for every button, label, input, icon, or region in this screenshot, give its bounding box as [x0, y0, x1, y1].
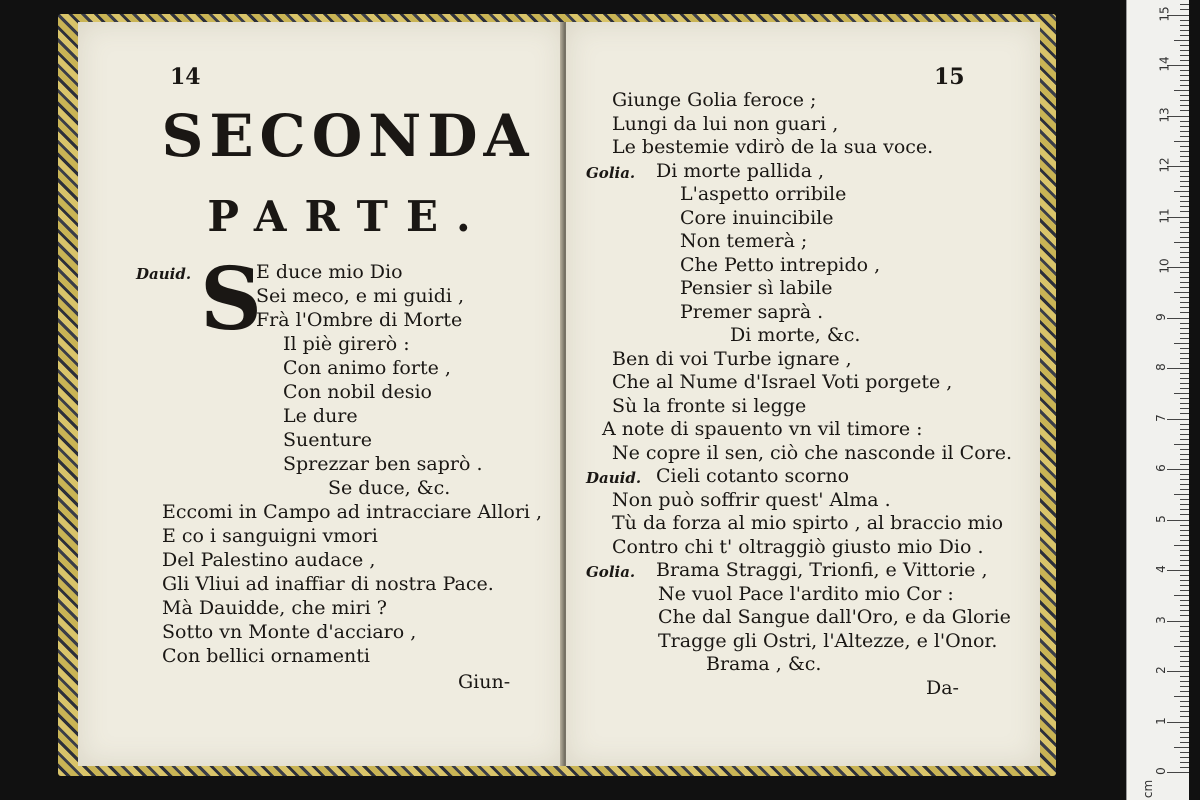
page-title: SECONDA: [161, 102, 535, 170]
ruler-tick: [1180, 75, 1189, 76]
ruler-tick: [1180, 550, 1189, 551]
ruler-tick: [1180, 35, 1189, 36]
ruler-tick: [1180, 105, 1189, 106]
ruler-tick: [1180, 20, 1189, 21]
ruler-tick: [1180, 80, 1189, 81]
text-line: Tù da forza al mio spirto , al braccio mio: [612, 512, 1004, 534]
ruler-tick: [1180, 30, 1189, 31]
text-line: L'aspetto orribile: [680, 183, 847, 205]
ruler-tick: [1167, 520, 1189, 521]
ruler-tick: [1180, 429, 1189, 430]
ruler-tick: [1180, 691, 1189, 692]
text-line: Cieli cotanto scorno: [656, 465, 850, 487]
ruler-tick: [1180, 328, 1189, 329]
ruler-tick: [1180, 338, 1189, 339]
ruler-tick: [1180, 585, 1189, 586]
ruler-tick: [1174, 545, 1189, 546]
text-line: Ben di voi Turbe ignare ,: [612, 347, 852, 370]
ruler-tick: [1180, 590, 1189, 591]
text-line: Con bellici ornamenti: [162, 645, 370, 667]
ruler-tick: [1174, 696, 1189, 697]
ruler-tick: [1174, 494, 1189, 495]
ruler-tick: [1180, 605, 1189, 606]
text-line: Brama , &c.: [706, 653, 822, 675]
ruler-tick: [1180, 459, 1189, 460]
text-line: Di morte, &c.: [730, 324, 861, 346]
ruler-tick: [1180, 232, 1189, 233]
ruler-unit: cm: [1141, 779, 1156, 799]
ruler-tick: [1180, 464, 1189, 465]
text-line: Che al Nume d'Israel Voti porgete ,: [612, 371, 953, 393]
ruler-tick: [1180, 711, 1189, 712]
ruler-tick: [1180, 610, 1189, 611]
ruler-tick: [1180, 580, 1189, 581]
ruler-tick: [1180, 227, 1189, 228]
ruler-tick: [1180, 439, 1189, 440]
ruler-tick: [1180, 247, 1189, 248]
ruler-label: 4: [1153, 565, 1168, 573]
text-line: Sprezzar ben saprò .: [283, 453, 483, 475]
ruler-tick: [1180, 70, 1189, 71]
ruler-tick: [1180, 540, 1189, 541]
text-line: Giun-: [458, 671, 511, 693]
text-line: Con animo forte ,: [283, 357, 451, 379]
ruler-tick: [1180, 575, 1189, 576]
text-line: Gli Vliui ad inaffiar di nostra Pace.: [162, 573, 494, 595]
text-line: Ne vuol Pace l'ardito mio Cor :: [658, 582, 954, 605]
ruler-tick: [1180, 403, 1189, 404]
ruler-tick: [1180, 535, 1189, 536]
ruler-tick: [1180, 126, 1189, 127]
ruler-tick: [1180, 701, 1189, 702]
ruler-tick: [1180, 530, 1189, 531]
ruler-tick: [1174, 40, 1189, 41]
ruler-tick: [1180, 146, 1189, 147]
text-line: Pensier sì labile: [680, 277, 833, 299]
ruler-tick: [1180, 752, 1189, 753]
text-line: Se duce, &c.: [328, 477, 451, 499]
ruler-tick: [1180, 525, 1189, 526]
ruler-tick: [1167, 621, 1189, 622]
ruler-tick: [1180, 9, 1189, 10]
ruler-tick: [1180, 408, 1189, 409]
ruler-tick: [1167, 722, 1189, 723]
ruler-label: 2: [1153, 666, 1168, 674]
ruler-tick: [1167, 318, 1189, 319]
text-line: Del Palestino audace ,: [162, 549, 376, 571]
text-line: A note di spauento vn vil timore :: [602, 418, 923, 440]
drop-cap: S: [200, 249, 263, 350]
ruler-tick: [1180, 600, 1189, 601]
ruler-tick: [1180, 641, 1189, 642]
ruler-tick: [1180, 636, 1189, 637]
text-line: Lungi da lui non guari ,: [612, 112, 839, 135]
text-line: E duce mio Dio: [256, 261, 403, 283]
ruler-tick: [1180, 186, 1189, 187]
ruler-tick: [1180, 55, 1189, 56]
ruler-tick: [1174, 343, 1189, 344]
ruler-tick: [1180, 262, 1189, 263]
ruler-tick: [1180, 656, 1189, 657]
page-number-left: 14: [170, 64, 201, 90]
ruler-tick: [1180, 211, 1189, 212]
ruler-tick: [1167, 368, 1189, 369]
ruler-tick: [1174, 90, 1189, 91]
ruler-tick: [1180, 626, 1189, 627]
text-line: Contro chi t' oltraggiò giusto mio Dio .: [612, 535, 984, 558]
ruler-tick: [1180, 742, 1189, 743]
ruler-tick: [1174, 242, 1189, 243]
ruler-tick: [1180, 767, 1189, 768]
ruler-tick: [1180, 413, 1189, 414]
ruler-tick: [1180, 661, 1189, 662]
speaker-label: Dauid.: [136, 265, 192, 283]
ruler-tick: [1180, 222, 1189, 223]
ruler-tick: [1180, 156, 1189, 157]
ruler-tick: [1180, 50, 1189, 51]
ruler-tick: [1180, 171, 1189, 172]
speaker-label: Golia.: [586, 163, 636, 182]
ruler-tick: [1180, 631, 1189, 632]
ruler-tick: [1174, 444, 1189, 445]
ruler-tick: [1180, 302, 1189, 303]
right-page: [566, 22, 1040, 766]
text-line: Le dure: [283, 405, 358, 427]
text-line: Brama Straggi, Trionfi, e Vittorie ,: [656, 559, 988, 581]
ruler-tick: [1180, 514, 1189, 515]
ruler-tick: [1180, 45, 1189, 46]
text-line: Non temerà ;: [680, 230, 808, 252]
ruler-tick: [1174, 595, 1189, 596]
ruler-tick: [1174, 191, 1189, 192]
ruler-label: 6: [1153, 464, 1168, 472]
ruler-tick: [1180, 565, 1189, 566]
ruler-tick: [1174, 747, 1189, 748]
ruler-tick: [1180, 434, 1189, 435]
ruler-tick: [1180, 333, 1189, 334]
text-line: Core inuincibile: [680, 206, 834, 229]
ruler-tick: [1180, 353, 1189, 354]
ruler-tick: [1180, 95, 1189, 96]
ruler-tick: [1180, 181, 1189, 182]
ruler-tick: [1180, 757, 1189, 758]
ruler-label: 0: [1153, 767, 1168, 775]
text-line: Con nobil desio: [283, 381, 432, 403]
ruler-tick: [1180, 737, 1189, 738]
ruler-tick: [1180, 161, 1189, 162]
text-line: Le bestemie vdirò de la sua voce.: [612, 136, 934, 158]
text-line: Mà Dauidde, che miri ?: [162, 597, 387, 619]
ruler-tick: [1167, 671, 1189, 672]
ruler-tick: [1180, 272, 1189, 273]
ruler-tick: [1180, 4, 1189, 5]
ruler-tick: [1180, 686, 1189, 687]
ruler-tick: [1180, 151, 1189, 152]
ruler-tick: [1180, 499, 1189, 500]
ruler-label: 1: [1153, 716, 1168, 725]
ruler-tick: [1167, 570, 1189, 571]
ruler-tick: [1180, 176, 1189, 177]
ruler-tick: [1180, 424, 1189, 425]
ruler-label: 8: [1153, 363, 1168, 371]
left-page: [78, 22, 564, 766]
ruler-tick: [1180, 504, 1189, 505]
text-line: Da-: [926, 676, 959, 699]
page-number-right: 15: [934, 64, 965, 90]
ruler-tick: [1180, 732, 1189, 733]
ruler-label: 11: [1157, 207, 1172, 224]
ruler-tick: [1180, 454, 1189, 455]
ruler-tick: [1180, 358, 1189, 359]
ruler-tick: [1180, 388, 1189, 389]
text-line: Sotto vn Monte d'acciaro ,: [162, 621, 417, 643]
ruler-tick: [1180, 85, 1189, 86]
ruler-tick: [1180, 509, 1189, 510]
text-line: Che dal Sangue dall'Oro, e da Glorie: [658, 606, 1011, 628]
text-line: Tragge gli Ostri, l'Altezze, e l'Onor.: [658, 629, 998, 652]
ruler-tick: [1180, 257, 1189, 258]
ruler-tick: [1180, 297, 1189, 298]
text-line: Giunge Golia feroce ;: [612, 89, 817, 111]
speaker-label: Dauid.: [586, 469, 642, 487]
ruler-label: 15: [1157, 5, 1172, 22]
ruler-tick: [1180, 136, 1189, 137]
ruler-tick: [1180, 489, 1189, 490]
ruler-label: 13: [1157, 106, 1172, 123]
ruler-tick: [1180, 282, 1189, 283]
ruler-tick: [1180, 363, 1189, 364]
ruler-tick: [1180, 615, 1189, 616]
ruler-tick: [1180, 676, 1189, 677]
ruler-tick: [1180, 378, 1189, 379]
ruler-tick: [1174, 646, 1189, 647]
ruler-tick: [1180, 555, 1189, 556]
ruler-tick: [1180, 706, 1189, 707]
ruler-tick: [1180, 277, 1189, 278]
ruler-tick: [1180, 252, 1189, 253]
text-line: Che Petto intrepido ,: [680, 253, 881, 276]
ruler-tick: [1180, 651, 1189, 652]
text-line: Di morte pallida ,: [656, 159, 825, 182]
text-line: Il piè girerò :: [283, 333, 410, 355]
text-line: Premer saprà .: [680, 300, 824, 323]
ruler-tick: [1167, 772, 1189, 773]
ruler-label: 5: [1153, 514, 1168, 523]
ruler-tick: [1180, 307, 1189, 308]
ruler-tick: [1180, 110, 1189, 111]
ruler-tick: [1180, 25, 1189, 26]
ruler-tick: [1180, 560, 1189, 561]
ruler-tick: [1180, 100, 1189, 101]
ruler-tick: [1180, 474, 1189, 475]
ruler-tick: [1180, 131, 1189, 132]
ruler-tick: [1174, 393, 1189, 394]
ruler-tick: [1180, 60, 1189, 61]
text-line: E co i sanguigni vmori: [162, 525, 378, 547]
ruler-tick: [1180, 323, 1189, 324]
ruler-tick: [1180, 762, 1189, 763]
ruler-tick: [1180, 681, 1189, 682]
text-line: Suenture: [283, 429, 372, 451]
text-line: Frà l'Ombre di Morte: [256, 309, 463, 331]
ruler-tick: [1167, 469, 1189, 470]
text-line: Ne copre il sen, ciò che nasconde il Core.: [612, 441, 1012, 464]
ruler-label: 9: [1153, 312, 1168, 321]
ruler-tick: [1180, 484, 1189, 485]
ruler-tick: [1180, 727, 1189, 728]
ruler-tick: [1174, 292, 1189, 293]
text-line: Sei meco, e mi guidi ,: [256, 285, 465, 307]
ruler-tick: [1180, 398, 1189, 399]
ruler-label: 14: [1157, 56, 1172, 72]
ruler-tick: [1180, 479, 1189, 480]
ruler-tick: [1180, 237, 1189, 238]
ruler-tick: [1167, 419, 1189, 420]
ruler-tick: [1180, 666, 1189, 667]
ruler-tick: [1180, 383, 1189, 384]
ruler-tick: [1180, 373, 1189, 374]
ruler-label: 3: [1153, 615, 1168, 624]
ruler-tick: [1180, 201, 1189, 202]
ruler-tick: [1180, 287, 1189, 288]
text-line: Non può soffrir quest' Alma .: [612, 488, 891, 511]
page-subtitle: PARTE.: [207, 192, 489, 241]
ruler-label: 12: [1157, 157, 1172, 173]
text-line: Sù la fronte si legge: [612, 394, 807, 417]
ruler-tick: [1180, 312, 1189, 313]
text-line: Eccomi in Campo ad intracciare Allori ,: [162, 501, 543, 523]
ruler-tick: [1180, 716, 1189, 717]
ruler-tick: [1180, 206, 1189, 207]
ruler-label: 10: [1157, 258, 1172, 274]
speaker-label: Golia.: [586, 563, 636, 581]
ruler-tick: [1180, 449, 1189, 450]
ruler-tick: [1174, 141, 1189, 142]
ruler-tick: [1180, 348, 1189, 349]
ruler-tick: [1180, 121, 1189, 122]
measuring-ruler: [1126, 0, 1189, 800]
ruler-label: 7: [1153, 413, 1168, 422]
ruler-tick: [1180, 196, 1189, 197]
